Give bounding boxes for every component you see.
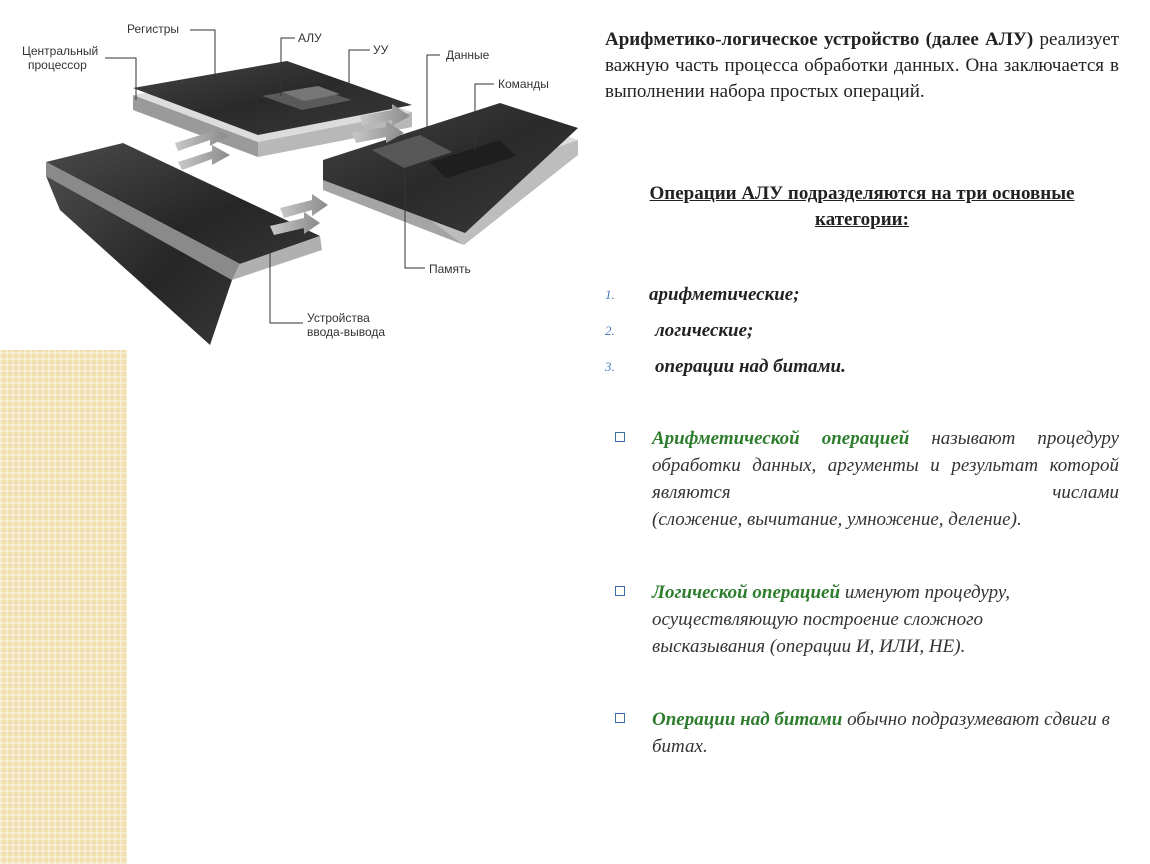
intro-term: Арифметико-логическое устройство (далее АЛУ) [605, 29, 1034, 50]
label-cpu-line1: Центральный [22, 44, 99, 58]
categories-heading-line1: Операции АЛУ подразделяются на три основные [649, 183, 1075, 204]
bullet-term: Арифметической операцией [652, 428, 910, 449]
list-item [605, 282, 1119, 318]
list-item-number: 3. [605, 359, 615, 374]
label-io-line1: Устройства [307, 311, 370, 325]
bullet-term: Логической операцией [652, 582, 841, 603]
bullet-text: называют процедуру обработки данных, аргументы и результат которой являются числами [652, 428, 1119, 503]
intro-text: реализует важную часть процесса обработки данных. Она заключается в выполнении набора простых операций. [605, 29, 1119, 102]
list-item [605, 354, 1119, 390]
bullet-text: обычно подразумевают сдвиги в битах. [652, 709, 1110, 757]
bullet-arithmetic-last-line: (сложение, вычитание, умножение, деление). [652, 509, 1022, 530]
label-cpu [22, 44, 98, 72]
categories-list [605, 282, 1119, 390]
list-item-text: операции над битами. [655, 356, 846, 377]
categories-heading [605, 181, 1119, 233]
label-io [307, 311, 385, 339]
square-bullet-icon [615, 713, 625, 723]
label-memory: Память [429, 262, 471, 276]
square-bullet-icon [615, 586, 625, 596]
label-cpu-line2: процессор [28, 58, 87, 72]
label-cu: УУ [373, 43, 389, 57]
bullet-term: Операции над битами [652, 709, 843, 730]
label-data: Данные [446, 48, 490, 62]
list-item-text: логические; [655, 320, 754, 341]
label-commands: Команды [498, 77, 549, 91]
bullet-text: именуют процедуру, осуществляющую построение сложного высказывания (операции И, ИЛИ, НЕ). [652, 582, 1011, 657]
intro-paragraph [605, 27, 1119, 105]
bullet-logic [615, 579, 1119, 660]
list-item-text: арифметические; [649, 284, 800, 305]
bullet-bits [615, 706, 1119, 760]
cpu-slab [133, 61, 412, 157]
cpu-diagram [0, 0, 585, 350]
list-item [605, 318, 1119, 354]
list-item-number: 1. [605, 287, 615, 302]
list-item-number: 2. [605, 323, 615, 338]
categories-heading-line2: категории: [815, 209, 909, 230]
io-slab [46, 143, 322, 345]
label-io-line2: ввода-вывода [307, 325, 386, 339]
label-alu: АЛУ [298, 31, 322, 45]
square-bullet-icon [615, 432, 625, 442]
label-registers: Регистры [127, 22, 180, 36]
bullet-arithmetic-text [652, 425, 1119, 506]
bullet-arithmetic [615, 425, 1119, 533]
